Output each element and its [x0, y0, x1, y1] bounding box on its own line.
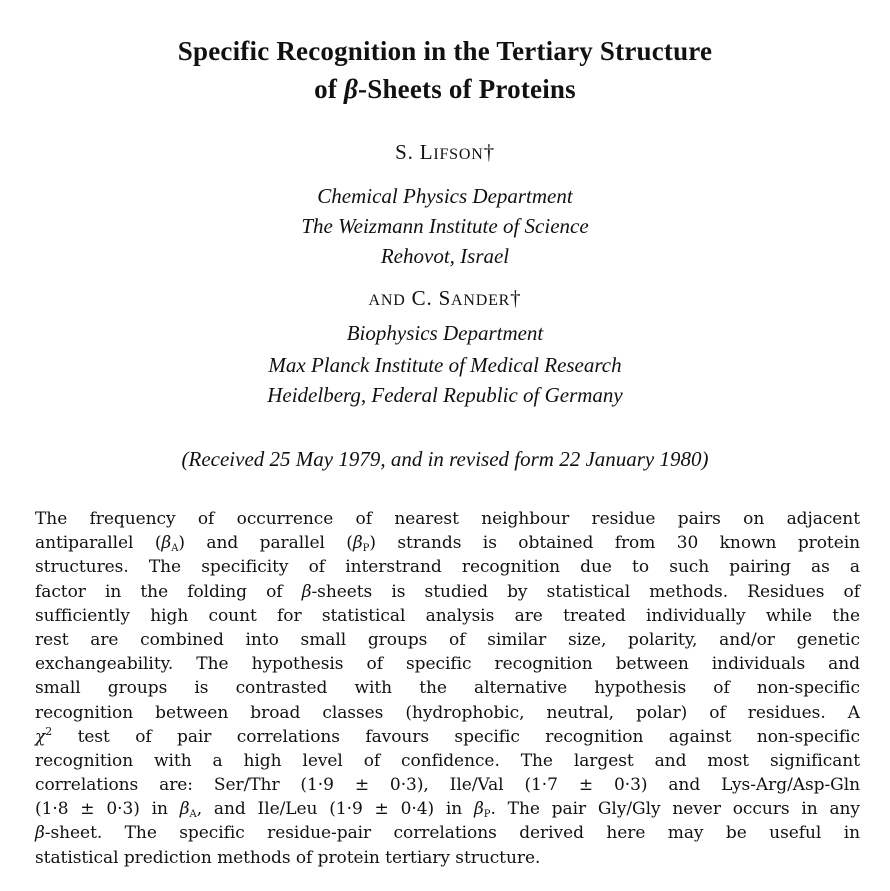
- abstract-line-10: [35, 725, 860, 749]
- beta-symbol: β: [352, 533, 363, 554]
- subscript: P: [483, 809, 491, 821]
- title-beta-symbol: β: [344, 74, 359, 104]
- abstract-text: (1·8 ± 0·3) in: [35, 799, 180, 820]
- abstract-line-14: [35, 821, 860, 845]
- title-of: of: [314, 74, 345, 104]
- superscript: 2: [45, 724, 53, 738]
- abstract-line-6: rest are combined into small groups of similar size, polarity, and/or genetic: [35, 629, 860, 650]
- abstract-line-7: exchangeability. The hypothesis of specific recognition between individuals and: [35, 654, 860, 675]
- beta-symbol: β: [301, 581, 312, 602]
- paper-title: [0, 32, 890, 108]
- title-line-1: Specific Recognition in the Tertiary Structure: [177, 36, 713, 66]
- abstract-line-15: statistical prediction methods of protein tertiary structure.: [35, 847, 541, 868]
- affiliation2-line-2: Max Planck Institute of Medical Research: [268, 353, 622, 377]
- affiliation1-line-1: Chemical Physics Department: [317, 184, 573, 208]
- abstract-text: -sheets is studied by statistical methods. Residues of: [311, 581, 860, 602]
- subscript: A: [171, 543, 179, 555]
- abstract-line-12: correlations are: Ser/Thr (1·9 ± 0·3), Ile/Val (1·7 ± 0·3) and Lys-Arg/Asp-Gln: [35, 775, 860, 796]
- title-sheets: -Sheets of Proteins: [358, 74, 576, 104]
- subscript: A: [189, 809, 197, 821]
- author-lifson-initial: S.: [395, 140, 420, 164]
- abstract-line-9: recognition between broad classes (hydrophobic, neutral, polar) of residues. A: [35, 702, 860, 723]
- abstract-text: ) and parallel (: [178, 533, 353, 554]
- beta-symbol: β: [474, 799, 484, 820]
- author-lifson-dagger: †: [483, 140, 495, 164]
- beta-symbol: β: [161, 533, 172, 554]
- author-sander-dagger: †: [510, 286, 522, 310]
- abstract-text: antiparallel (: [35, 533, 162, 554]
- affiliation1-line-3: Rehovot, Israel: [380, 244, 510, 268]
- author-sander-rest: ANDER: [451, 292, 511, 309]
- author-sander-initial: C.: [405, 286, 439, 310]
- abstract-text: -sheet. The specific residue-pair correlations derived here may be useful in: [44, 823, 860, 844]
- abstract-text: ) strands is obtained from 30 known protein: [369, 533, 861, 554]
- abstract-line-1: The frequency of occurrence of nearest neighbour residue pairs on adjacent: [35, 509, 860, 529]
- author-and-word: AND: [368, 292, 406, 309]
- chi-symbol: χ: [35, 726, 46, 747]
- author-sander-cap: S: [438, 286, 452, 310]
- author-sander: [0, 283, 890, 316]
- author-lifson-cap: L: [419, 140, 434, 164]
- received-date: (Received 25 May 1979, and in revised form 22 January 1980): [181, 447, 709, 471]
- affiliation2-line-1: Biophysics Department: [346, 321, 544, 345]
- author-lifson: [0, 137, 890, 170]
- affiliation1-line-2: The Weizmann Institute of Science: [301, 214, 589, 238]
- abstract-text: factor in the folding of: [35, 581, 302, 602]
- affiliation2-line-3: Heidelberg, Federal Republic of Germany: [267, 383, 623, 407]
- abstract-line-2: [35, 531, 860, 555]
- title-line-2: [0, 70, 890, 108]
- abstract-line-11: recognition with a high level of confidence. The largest and most significant: [35, 750, 860, 771]
- abstract-line-3: structures. The specificity of interstrand recognition due to such pairing as a: [35, 557, 860, 578]
- abstract: [35, 507, 860, 870]
- abstract-text: . The pair Gly/Gly never occurs in any: [490, 799, 860, 820]
- abstract-line-5: sufficiently high count for statistical analysis are treated individually while the: [35, 605, 860, 626]
- abstract-line-13: [35, 797, 860, 821]
- author-lifson-rest: IFSON: [433, 146, 484, 163]
- abstract-text: test of pair correlations favours specific recognition against non-specific: [52, 726, 860, 747]
- abstract-line-8: small groups is contrasted with the alternative hypothesis of non-specific: [35, 678, 860, 699]
- abstract-line-4: [35, 580, 860, 604]
- abstract-text: , and Ile/Leu (1·9 ± 0·4) in: [196, 799, 474, 820]
- beta-symbol: β: [179, 799, 190, 820]
- subscript: P: [362, 543, 370, 555]
- beta-symbol: β: [35, 823, 45, 844]
